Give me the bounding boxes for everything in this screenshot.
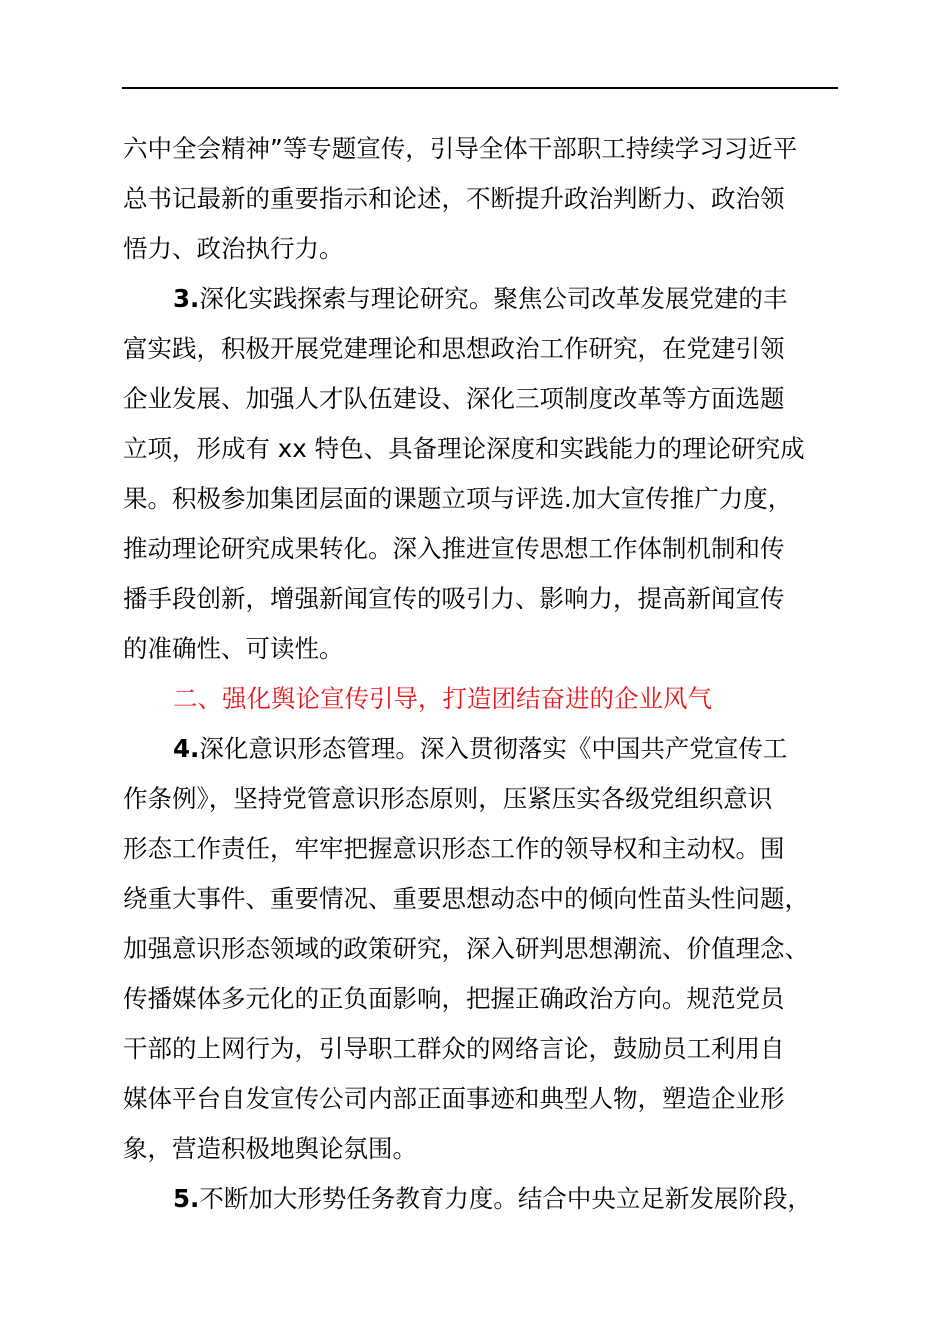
item-3-first-line xyxy=(123,274,863,324)
item-number: 5. xyxy=(173,1184,200,1213)
text-line: 企业发展、加强人才队伍建设、深化三项制度改革等方面选题 xyxy=(123,384,785,413)
text-line: 形态工作责任，牢牢把握意识形态工作的领导权和主动权。围 xyxy=(123,834,785,863)
text-line: 悟力、政治执行力。 xyxy=(123,234,344,263)
text-line: 传播媒体多元化的正负面影响，把握正确政治方向。规范党员 xyxy=(123,984,785,1013)
item-text: 不断加大形势任务教育力度。结合中央立足新发展阶段， xyxy=(199,1184,812,1213)
item-4-first-line xyxy=(123,724,863,774)
header-rule xyxy=(122,87,838,89)
section-heading: 二、强化舆论宣传引导，打造团结奋进的企业风气 xyxy=(173,684,712,713)
text-line: 富实践，积极开展党建理论和思想政治工作研究，在党建引领 xyxy=(123,334,785,363)
text-line: 作条例》，坚持党管意识形态原则，压紧压实各级党组织意识 xyxy=(123,784,773,813)
text-line: 干部的上网行为，引导职工群众的网络言论，鼓励员工利用自 xyxy=(123,1034,785,1063)
item-number: 4. xyxy=(173,734,200,763)
text-line: 绕重大事件、重要情况、重要思想动态中的倾向性苗头性问题， xyxy=(123,884,809,913)
text-line: 六中全会精神”等专题宣传，引导全体干部职工持续学习习近平 xyxy=(123,134,798,163)
document-body xyxy=(123,124,863,1224)
item-5-first-line xyxy=(123,1174,863,1224)
text-line: 加强意识形态领域的政策研究，深入研判思想潮流、价值理念、 xyxy=(123,934,809,963)
item-text: 深化实践探索与理论研究。聚焦公司改革发展党建的丰 xyxy=(199,284,788,313)
text-line: 果。积极参加集团层面的课题立项与评选.加大宣传推广力度， xyxy=(123,484,793,513)
item-text: 深化意识形态管理。深入贯彻落实《中国共产党宣传工 xyxy=(199,734,788,763)
text-line: 立项，形成有 xx 特色、具备理论深度和实践能力的理论研究成 xyxy=(123,434,805,463)
text-line: 媒体平台自发宣传公司内部正面事迹和典型人物，塑造企业形 xyxy=(123,1084,785,1113)
item-number: 3. xyxy=(173,284,200,313)
text-line: 总书记最新的重要指示和论述，不断提升政治判断力、政治领 xyxy=(123,184,785,213)
text-line: 象，营造积极地舆论氛围。 xyxy=(123,1134,417,1163)
text-line: 播手段创新，增强新闻宣传的吸引力、影响力，提高新闻宣传 xyxy=(123,584,785,613)
text-line: 推动理论研究成果转化。深入推进宣传思想工作体制机制和传 xyxy=(123,534,785,563)
text-line: 的准确性、可读性。 xyxy=(123,634,344,663)
